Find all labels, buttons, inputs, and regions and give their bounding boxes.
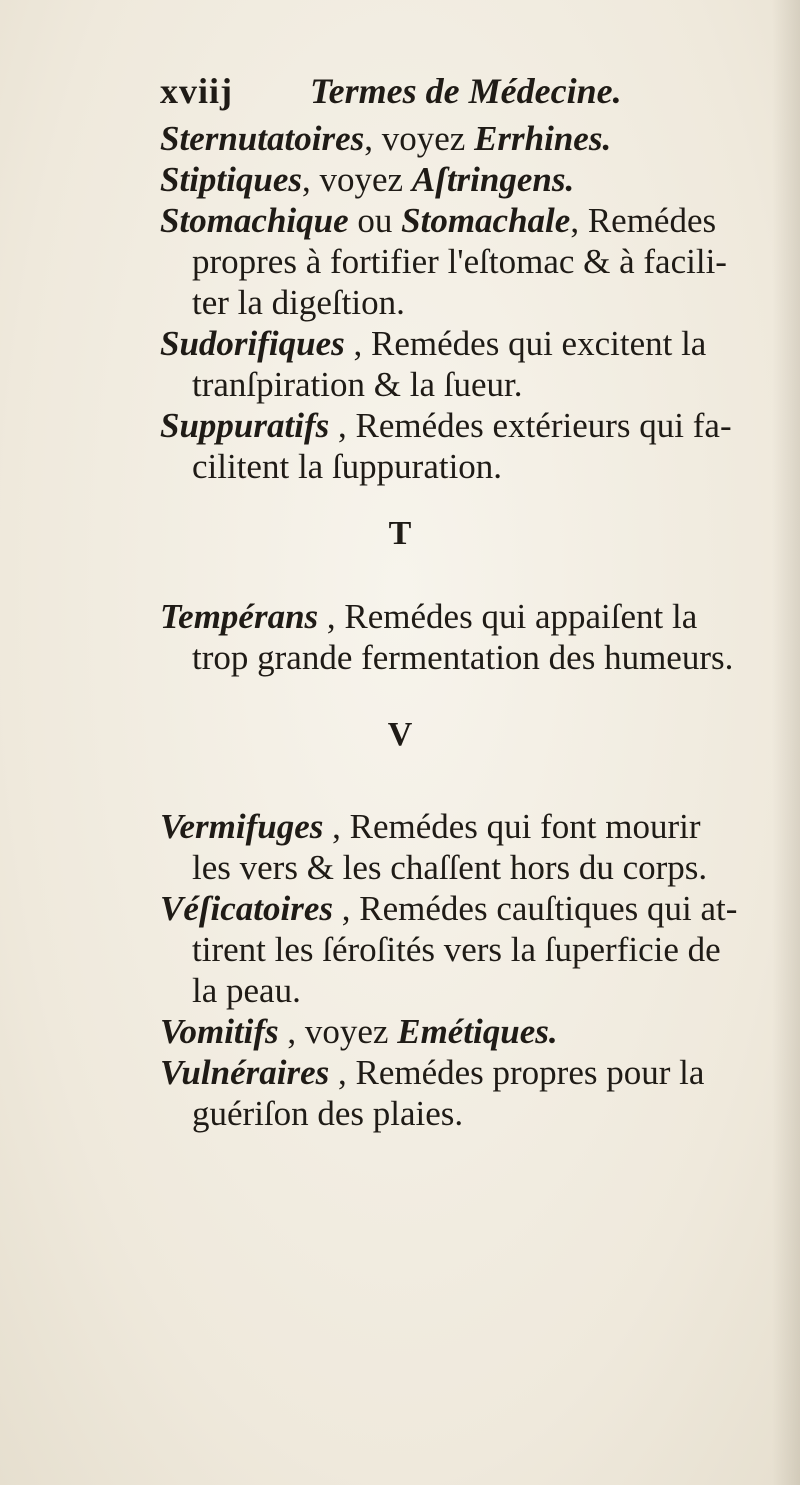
entry-text: , Remédes extérieurs qui fa- <box>329 406 732 445</box>
running-title: Termes de Médecine. <box>310 71 622 111</box>
entry-text: , Remédes qui font mourir <box>323 807 701 846</box>
entry-vulneraires <box>160 1052 770 1134</box>
entry-text: , voyez <box>301 160 412 199</box>
entry-term: Vulnéraires <box>160 1053 330 1092</box>
entry-term: Vermifuges <box>160 807 324 846</box>
entry-term-alt: Stomachale <box>401 201 571 240</box>
entry-text: ou <box>348 201 402 240</box>
entry-term: Stiptiques <box>160 160 302 199</box>
entry-continuation: la peau. <box>192 971 301 1010</box>
entry-text: , Remédes cauſtiques qui at- <box>333 889 738 928</box>
section-heading-v: V <box>387 716 413 753</box>
entry-sudorifiques <box>160 323 770 405</box>
entry-text: , Remédes propres pour la <box>329 1053 705 1092</box>
entry-text: , Remédes <box>570 201 717 240</box>
entry-term: Suppuratifs <box>160 406 330 445</box>
entry-text: , Remédes qui appaiſent la <box>318 597 698 636</box>
entry-continuation: cilitent la ſuppuration. <box>192 447 503 486</box>
entry-term: Sudorifiques <box>160 324 345 363</box>
entry-continuation: ter la digeſtion. <box>192 283 405 322</box>
entry-term: Stomachique <box>160 201 349 240</box>
entry-sternutatoires <box>160 118 770 159</box>
entry-text: , Remédes qui excitent la <box>344 324 707 363</box>
entry-stomachique <box>160 200 770 323</box>
entry-term: Sternutatoires <box>160 119 365 158</box>
entry-continuation: trop grande fermentation des humeurs. <box>192 638 734 677</box>
entry-text: , voyez <box>364 119 475 158</box>
entry-continuation: tirent les ſéroſités vers la ſuperficie de <box>192 930 721 969</box>
entry-suppuratifs <box>160 405 770 487</box>
entry-text: , voyez <box>278 1012 398 1051</box>
entry-temperans <box>160 596 770 678</box>
entry-stiptiques <box>160 159 770 200</box>
page-header <box>160 66 720 116</box>
entry-term: Véſicatoires <box>160 889 334 928</box>
entry-continuation: propres à fortifier l'eſtomac & à facili- <box>192 242 727 281</box>
entry-reference: Errhines. <box>474 119 612 158</box>
entry-vomitifs <box>160 1011 770 1052</box>
page-number: xviij <box>160 71 233 111</box>
entry-vesicatoires <box>160 888 770 1011</box>
entry-continuation: tranſpiration & la ſueur. <box>192 365 523 404</box>
entry-vermifuges <box>160 806 770 888</box>
entry-reference: Aſtringens. <box>411 160 575 199</box>
entry-term: Vomitifs <box>160 1012 279 1051</box>
entry-reference: Emétiques. <box>397 1012 558 1051</box>
entry-continuation: les vers & les chaſſent hors du corps. <box>192 848 708 887</box>
entry-continuation: guériſon des plaies. <box>192 1094 464 1133</box>
entry-term: Tempérans <box>160 597 319 636</box>
section-heading-t: T <box>388 515 412 552</box>
